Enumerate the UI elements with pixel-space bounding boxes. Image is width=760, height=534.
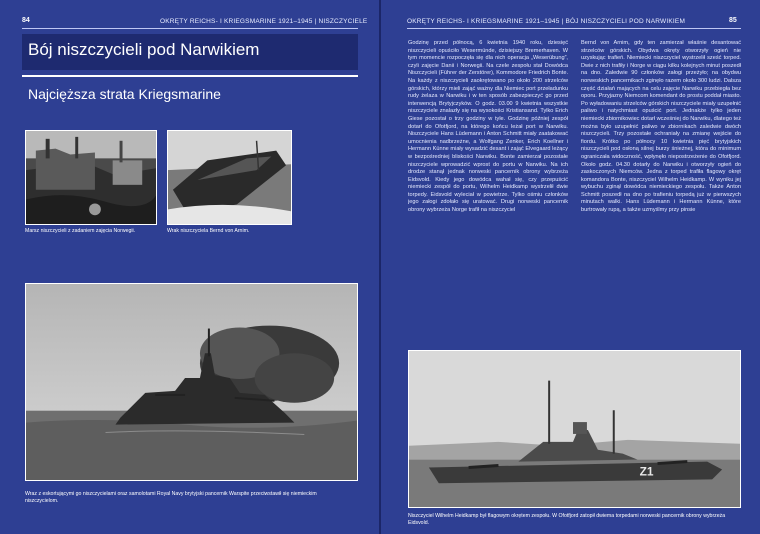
left-header-rule (22, 28, 358, 29)
battleship-caption: Wraz z eskortującymi go niszczycielami oraz samolotami Royal Navy brytyjski pancernik Warspite przeciwstawił się niemieckim niszczycielom. (25, 491, 317, 504)
destroyer-photo (408, 350, 741, 508)
body-text-column-1: Godzinę przed północą, 6 kwietnia 1940 roku, dziesięć niszczycieli opuściło Wesermünde, dzisiejszy Bremerhaven. W tym momencie rozpoczęła się dla nich operacja „Weserübung”, czyli zajęcie Danii i Norwegii. Na czele zespołu stał Dowódca Niszczycieli (Führer der Zerstörer), Kommodore Friedrich Bonte. Na każdy z niszczycieli zaokrętowano po około 200 strzelców górskich, którzy mieli zająć ważny dla Niemiec port przeładunku rudy żelaza w Narwiku i w ten sposób zabezpieczyć go przed interwencją Brytyjczyków. O godz. 03.00 9 kwietnia wszystkie niszczyciele znalazły się na wysokości Kristiansand. Tylko Erich Giese pozostał o trzy godziny w tyle. Godzinę później zespół dotarł do Ofotfjord, na którego końcu leżał port w Narwiku. Niszczyciele Hans Lüdemann i Anton Schmitt miały zaatakować umocnienia nadbrzeżne, a Wolfgang Zenker, Erich Koellner i Hermann Künne miały wysadzić desant i zająć Elvegaard leżący w bezpośredniej bliskości Narwiku. Bonte zamierzał pozostałe niszczyciele wprowadzić wprost do portu w Narwiku. Na ich drodze stanął jednak norweski pancernik obrony wybrzeża Eidsvold. Kiedy jego dowódca wahał się, czy przepuścić niemiecki zespół do portu, Wilhelm Heidkamp wystrzelił dwie torpedy. Eidsvold wyleciał w powietrze. Tylko ośmiu członków jego załogi zdołało się uratować. Drugi norweski pancernik obrony wybrzeża Norge trafił na niszczyciel (408, 40, 568, 214)
battleship-photo (25, 283, 358, 481)
right-running-header: OKRĘTY REICHS- I KRIEGSMARINE 1921–1945 | BÓJ NISZCZYCIELI POD NARWIKIEM (407, 18, 686, 25)
wreck-photo (167, 130, 292, 225)
convoy-caption: Marsz niszczycieli z zadaniem zajęcia Norwegii. (25, 228, 136, 234)
right-header-rule (407, 28, 741, 29)
destroyer-caption: Niszczyciel Wilhelm Heidkamp był flagowym okrętem zespołu. W Ofotfjord zatopił dwiema torpedami norweski pancernik obrony wybrzeża Eidsvold. (408, 513, 726, 526)
hull-number-label: Z1 (639, 464, 654, 479)
convoy-photo (25, 130, 157, 225)
left-running-header: OKRĘTY REICHS- I KRIEGSMARINE 1921–1945 | NISZCZYCIELE (160, 18, 368, 25)
body-column-2 (581, 40, 741, 346)
wreck-caption: Wrak niszczyciela Bernd von Arnim. (167, 228, 250, 234)
body-column-1 (408, 40, 568, 346)
right-page (381, 0, 760, 534)
right-page-number: 85 (729, 17, 737, 24)
article-title: Bój niszczycieli pod Narwikiem (28, 40, 260, 59)
left-page-number: 84 (22, 17, 30, 24)
title-underline (22, 75, 358, 77)
article-subtitle: Najcięższa strata Kriegsmarine (28, 86, 221, 102)
left-page (0, 0, 379, 534)
body-text-column-2: Bernd von Arnim, gdy ten zamierzał właśnie desantować strzelców górskich. Obydwa okręty otworzyły ogień nie uzyskując trafień. Niemiecki niszczyciel wystrzelił sześć torped. Dwie z nich trafiły i Norge w ciągu kilku kolejnych minut poszedł na dno. Zaledwie 90 członków załogi przeżyło; na obydwu norweskich pancernikach zginęło razem około 300 ludzi. Dalsza część działań mających na celu zajęcie Narwiku przebiegła bez oporu. Przyjazny Niemcom komendant do prostu poddał miasto. Po wyładowaniu strzelców górskich niszczyciele miały uzupełnić paliwo i natychmiast opuścić port. Jednakże tylko jeden niemiecki zbiornikowiec dotarł wcześniej do Narwiku, dlatego też można było uzupełnić paliwo w zbiornikach zaledwie dwóch niszczycieli. Trzy pozostałe ochraniały na zmianę wejście do fiordu. Krótko po północy 10 kwietnia pięć brytyjskich niszczycieli pod osłoną silnej burzy śnieżnej, która do minimum ograniczała widoczność, wpłynęło niepostrzeżenie do Ofotfjord. Około godz. 04.30 dotarły do Narwiku i otworzyły ogień do zaskoczonych Niemców. Jedna z torped trafiła flagowy okręt komandora Bonte, niszczyciel Wilhelm Heidkamp. W wyniku jej wybuchu zginął dowódca niemieckiego zespołu. Także Anton Schmitt poszedł na dno po trafieniu torpedą już w pierwszych minutach walki. Hans Lüdemann i Hermann Künne, które burtrowały rupą, a także uzmyślmy przy pinsie (581, 40, 741, 214)
